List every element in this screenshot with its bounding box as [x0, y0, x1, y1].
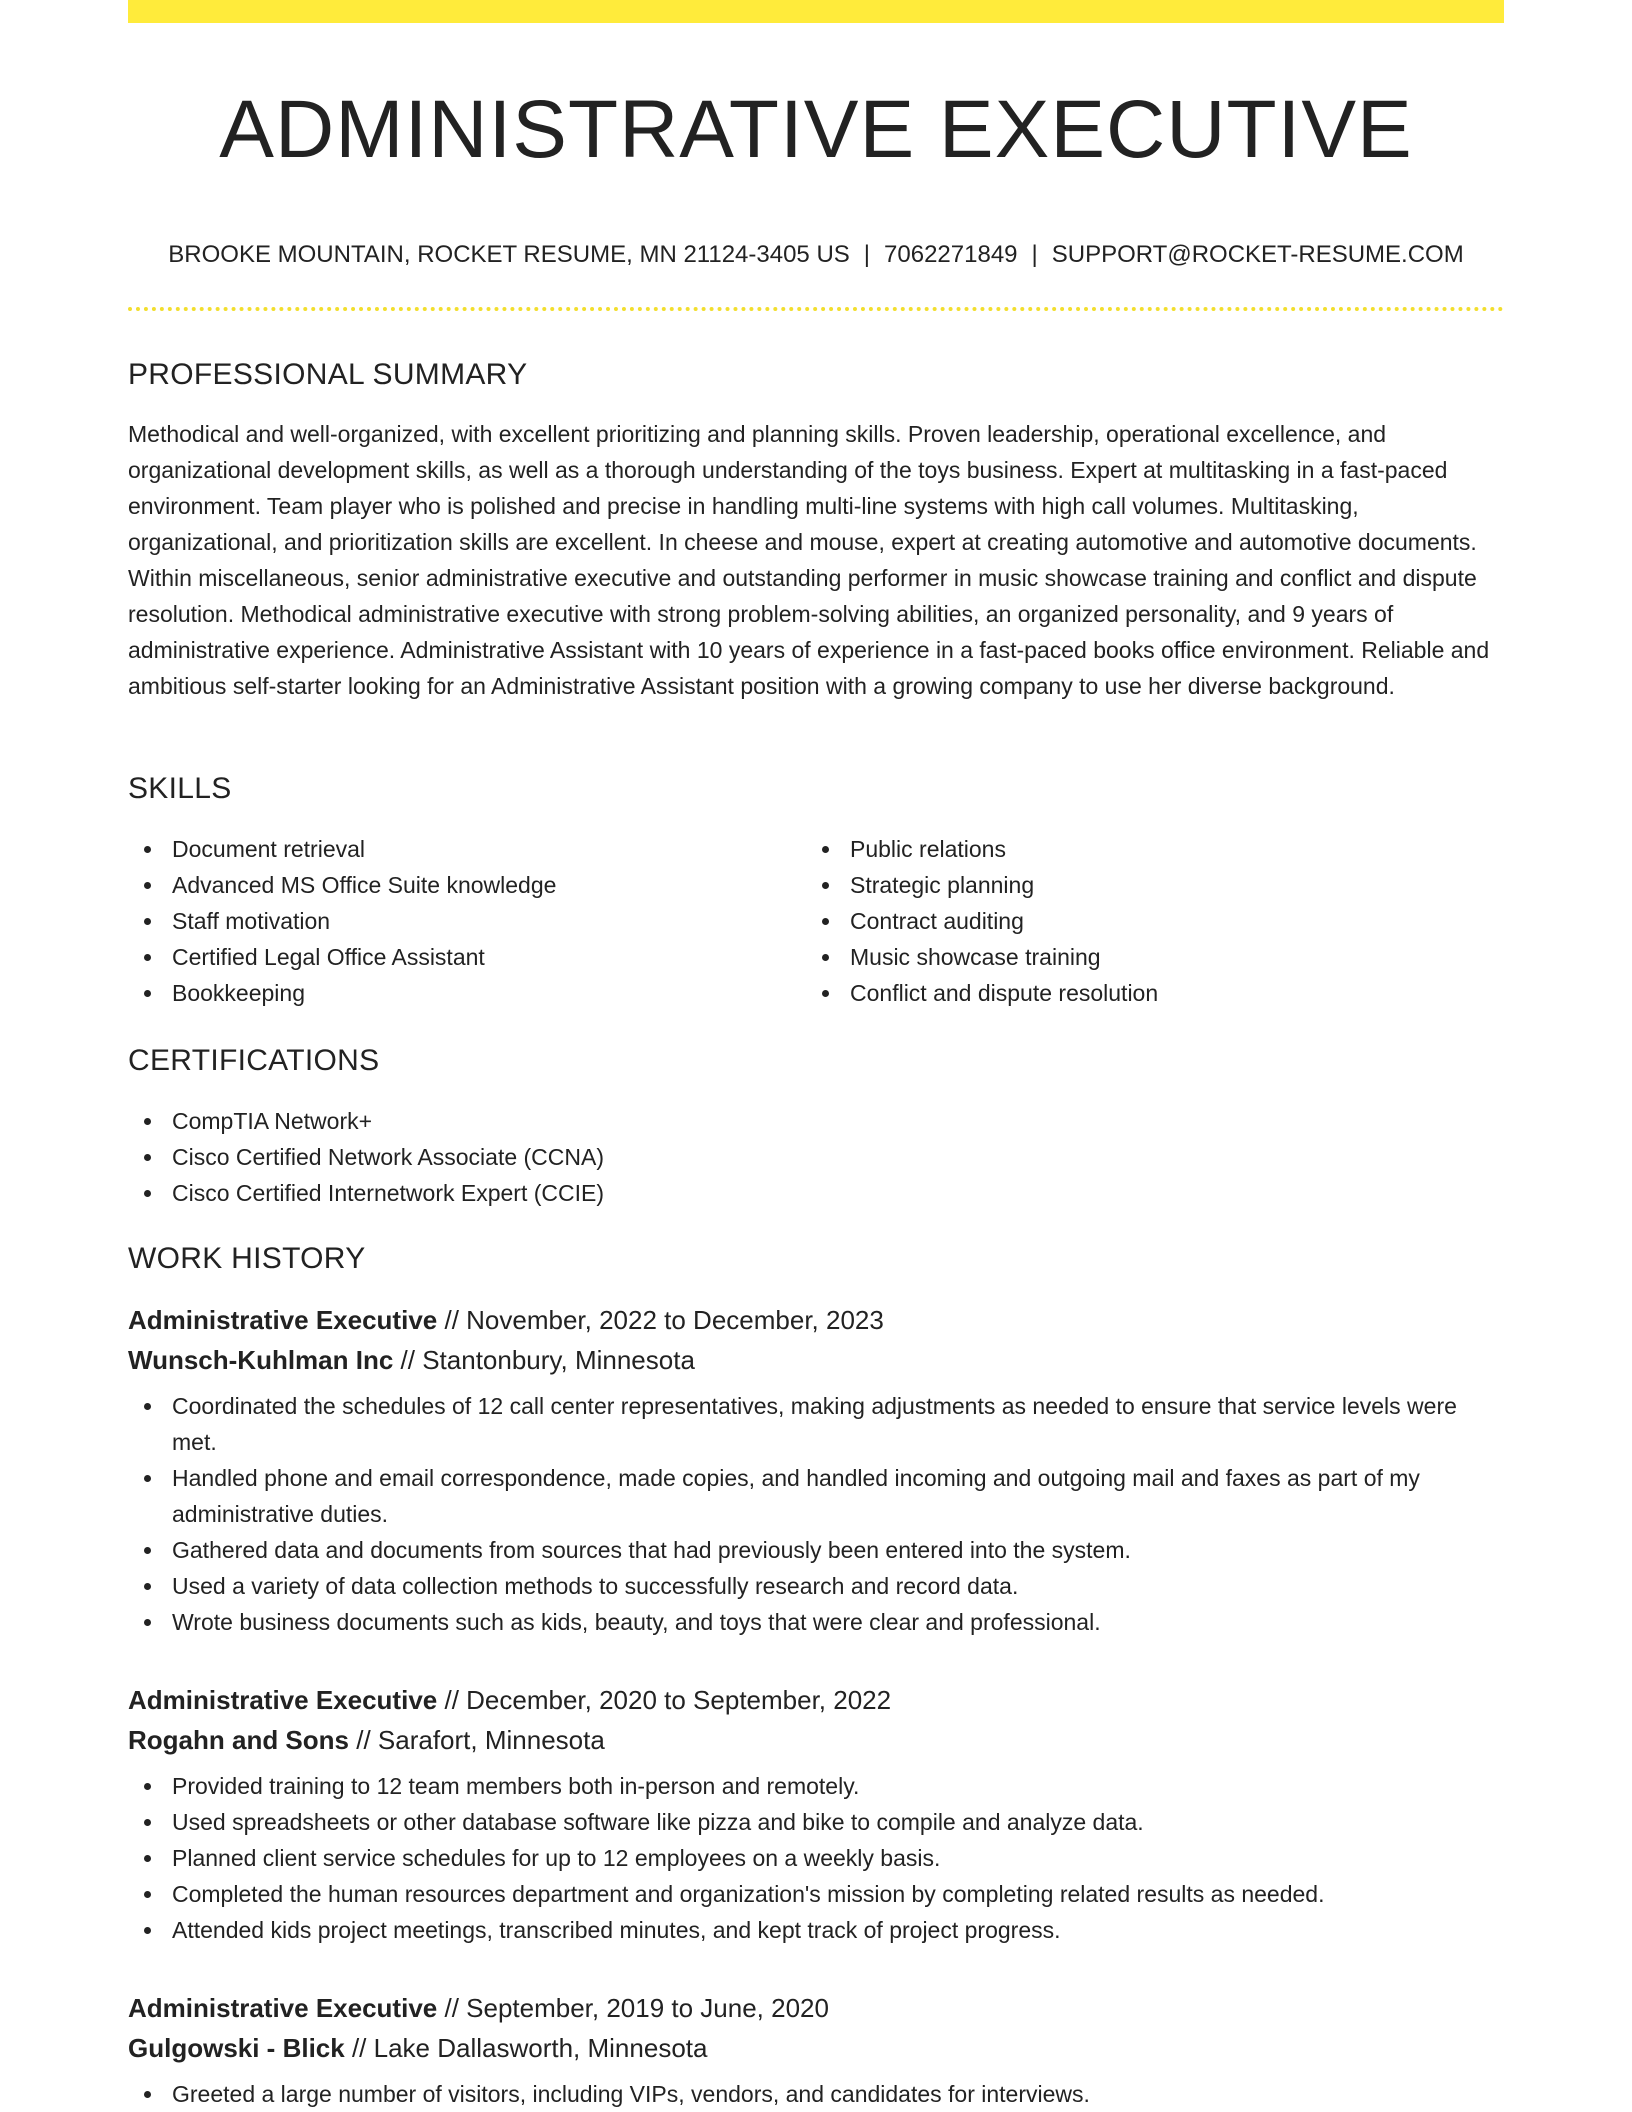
job-title: Administrative Executive	[128, 1993, 438, 2023]
job-duties-list	[128, 1768, 1504, 1948]
skill-item: Public relations	[806, 831, 1504, 867]
resume-title: ADMINISTRATIVE EXECUTIVE	[219, 84, 1413, 175]
work-history-heading: WORK HISTORY	[128, 1242, 366, 1275]
job-duties-list	[128, 1388, 1504, 1640]
skill-item: Contract auditing	[806, 903, 1504, 939]
skill-item: Music showcase training	[806, 939, 1504, 975]
header-divider	[128, 307, 1504, 311]
job-duty: Completed the human resources department and organization's mission by completing related results as needed.	[128, 1876, 1504, 1912]
job-entry	[128, 1988, 1504, 2112]
skill-item: Staff motivation	[128, 903, 788, 939]
certifications-list	[128, 1103, 1504, 1211]
skill-item: Strategic planning	[806, 867, 1504, 903]
job-company: Wunsch-Kuhlman Inc	[128, 1345, 394, 1375]
job-duty: Attended kids project meetings, transcribed minutes, and kept track of project progress.	[128, 1912, 1504, 1948]
job-title: Administrative Executive	[128, 1685, 438, 1715]
job-company-line	[128, 1340, 1504, 1380]
contact-separator: |	[863, 241, 871, 268]
job-title-line	[128, 1988, 1504, 2028]
job-duty: Coordinated the schedules of 12 call center representatives, making adjustments as needed to ensure that service levels were met.	[128, 1388, 1504, 1460]
contact-address: BROOKE MOUNTAIN, ROCKET RESUME, MN 21124-3405 US	[168, 241, 850, 268]
job-title-line	[128, 1680, 1504, 1720]
job-dates: // September, 2019 to June, 2020	[444, 1993, 829, 2023]
job-company-line	[128, 1720, 1504, 1760]
contact-separator: |	[1031, 241, 1038, 268]
certification-item: Cisco Certified Internetwork Expert (CCIE)	[128, 1175, 1504, 1211]
job-duty: Used spreadsheets or other database software like pizza and bike to compile and analyze data.	[128, 1804, 1504, 1840]
job-title: Administrative Executive	[128, 1305, 438, 1335]
job-title-line	[128, 1300, 1504, 1340]
job-duty: Used a variety of data collection methods to successfully research and record data.	[128, 1568, 1504, 1604]
contact-line	[128, 237, 1504, 273]
job-entry	[128, 1300, 1504, 1640]
skills-list-left	[128, 831, 788, 1011]
certifications-heading: CERTIFICATIONS	[128, 1044, 380, 1077]
job-duty: Wrote business documents such as kids, beauty, and toys that were clear and professional.	[128, 1604, 1504, 1640]
job-entry	[128, 1680, 1504, 1948]
skill-item: Document retrieval	[128, 831, 788, 867]
job-dates: // December, 2020 to September, 2022	[444, 1685, 892, 1715]
job-company: Gulgowski - Blick	[128, 2033, 345, 2063]
skills-list-right	[806, 831, 1504, 1011]
job-company-line	[128, 2028, 1504, 2068]
job-company: Rogahn and Sons	[128, 1725, 349, 1755]
job-location: // Lake Dallasworth, Minnesota	[351, 2033, 708, 2063]
job-dates: // November, 2022 to December, 2023	[444, 1305, 884, 1335]
job-duty: Gathered data and documents from sources that had previously been entered into the system.	[128, 1532, 1504, 1568]
skill-item: Certified Legal Office Assistant	[128, 939, 788, 975]
contact-email: SUPPORT@ROCKET-RESUME.COM	[1051, 241, 1464, 268]
job-duties-list	[128, 2076, 1504, 2112]
accent-bar	[128, 0, 1504, 23]
skills-heading: SKILLS	[128, 772, 232, 805]
certification-item: Cisco Certified Network Associate (CCNA)	[128, 1139, 1504, 1175]
job-location: // Sarafort, Minnesota	[356, 1725, 605, 1755]
skill-item: Bookkeeping	[128, 975, 788, 1011]
contact-phone: 7062271849	[884, 241, 1018, 268]
skill-item: Advanced MS Office Suite knowledge	[128, 867, 788, 903]
job-duty: Handled phone and email correspondence, made copies, and handled incoming and outgoing mail and faxes as part of my administrative duties.	[128, 1460, 1504, 1532]
job-duty: Provided training to 12 team members both in-person and remotely.	[128, 1768, 1504, 1804]
job-duty: Greeted a large number of visitors, including VIPs, vendors, and candidates for interviews.	[128, 2076, 1504, 2112]
skill-item: Conflict and dispute resolution	[806, 975, 1504, 1011]
job-duty: Planned client service schedules for up to 12 employees on a weekly basis.	[128, 1840, 1504, 1876]
certification-item: CompTIA Network+	[128, 1103, 1504, 1139]
job-location: // Stantonbury, Minnesota	[400, 1345, 695, 1375]
summary-text: Methodical and well-organized, with excellent prioritizing and planning skills. Proven leadership, operational excellence, and organizational development skills, as well as a thorough understanding of the toys business. Expert at multitasking in a fast-paced environment. Team player who is polished and precise in handling multi-line systems with high call volumes. Multitasking, organizational, and prioritization skills are excellent. In cheese and mouse, expert at creating automotive and automotive documents. Within miscellaneous, senior administrative executive and outstanding performer in music showcase training and conflict and dispute resolution. Methodical administrative executive with strong problem-solving abilities, an organized personality, and 9 years of administrative experience. Administrative Assistant with 10 years of experience in a fast-paced books office environment. Reliable and ambitious self-starter looking for an Administrative Assistant position with a growing company to use her diverse background.	[128, 421, 1490, 699]
summary-heading: PROFESSIONAL SUMMARY	[128, 358, 528, 391]
